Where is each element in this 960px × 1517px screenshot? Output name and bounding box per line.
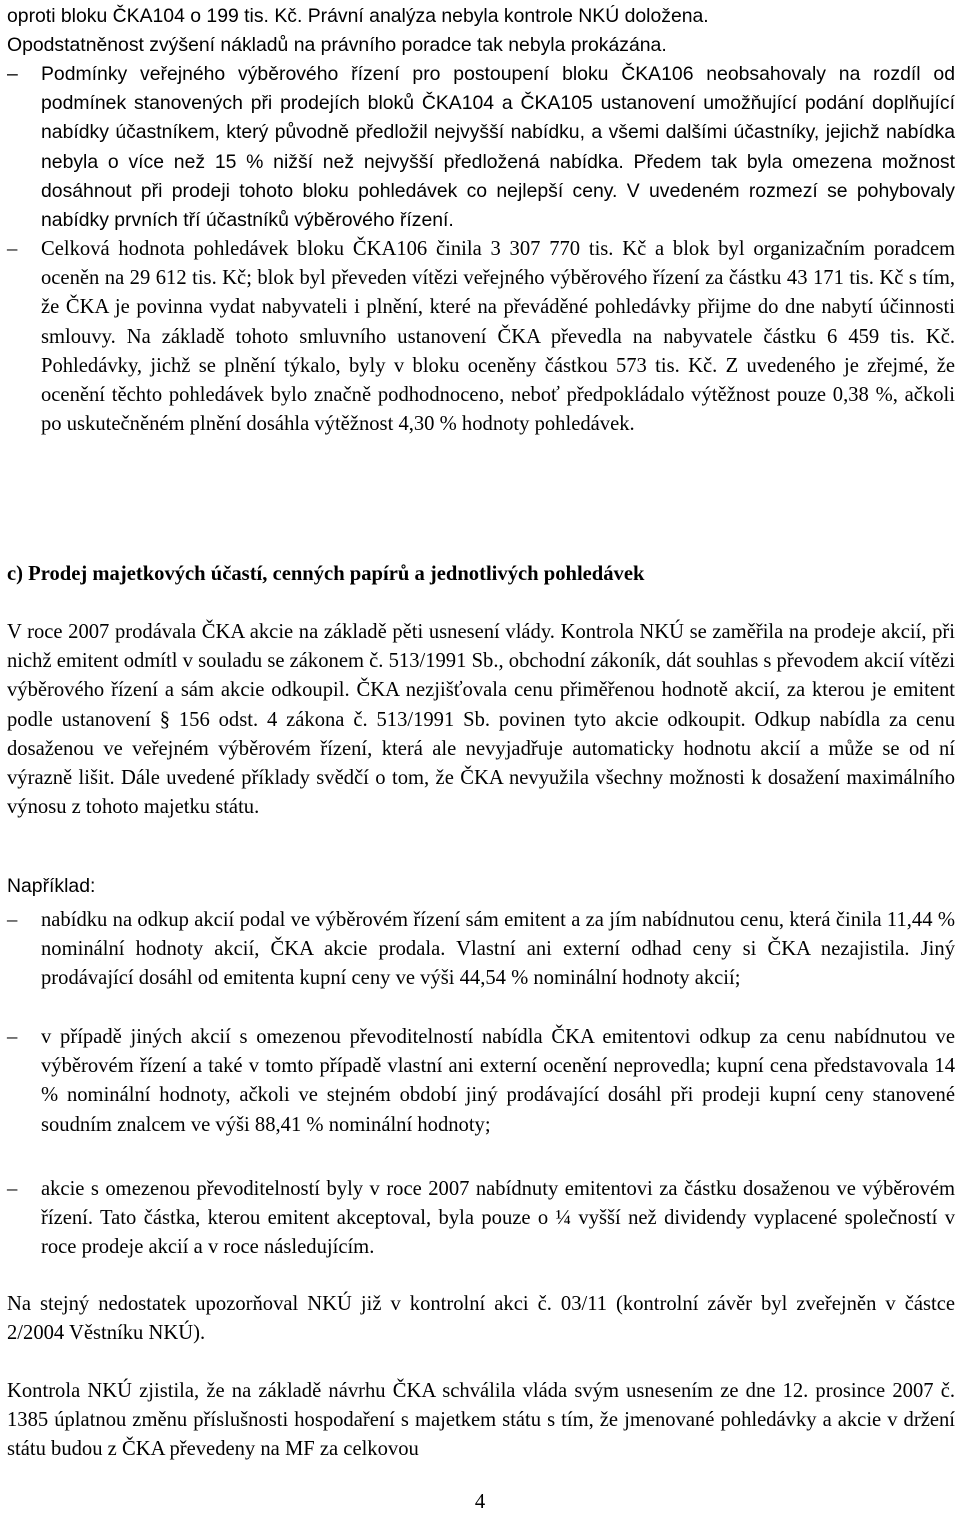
dash-bullet: – xyxy=(7,238,18,260)
section-paragraph: V roce 2007 prodávala ČKA akcie na základě pěti usnesení vlády. Kontrola NKÚ se zaměřila na prodeje akcií, při nichž emitent odmítl v souladu se zákonem č. 513/1991 Sb., obchodní zákoník, dát souhlas s převodem akcií vítězi výběrového řízení a sám akcie odkoupil. ČKA nezjišťovala cenu přiměřenou hodnotě akcií, za kterou je emitent podle ustanovení § 156 odst. 4 zákona č. 513/1991 Sb. povinen tyto akcie odkoupit. Odkup nabídla za cenu dosaženou ve veřejném výběrovém řízení, která ale nevyjadřuje automaticky hodnotu akcií a může se od ní výrazně lišit. Dále uvedené příklady svědčí o tom, že ČKA nevyužila všechny možnosti k dosažení maximálního výnosu z tohoto majetku státu. xyxy=(7,621,955,819)
closing-paragraph-2: Kontrola NKÚ zjistila, že na základě návrhu ČKA schválila vláda svým usnesením ze dne 12. prosince 2007 č. 1385 úplatnou změnu příslušnosti hospodaření s majetkem státu s tím, že jmenované pohledávky a akcie v držení státu budou z ČKA převedeny na MF za celkovou xyxy=(7,1380,955,1461)
list-item xyxy=(7,60,955,235)
list-item xyxy=(7,1023,955,1140)
dash-bullet: – xyxy=(7,1178,18,1200)
page-number: 4 xyxy=(474,1491,486,1513)
dash-bullet: – xyxy=(7,63,18,85)
list-item-text: Podmínky veřejného výběrového řízení pro postoupení bloku ČKA106 neobsahovaly na rozdíl od podmínek stanovených při prodejích bloků ČKA104 a ČKA105 ustanovení umožňující podání doplňující nabídky účastníkem, který původně předložil nejvyšší nabídku, a všemi dalšími účastníky, jejichž nabídka nebyla o více než 15 % nižší než nejvyšší předložená nabídka. Předem tak byla omezena možnost dosáhnout při prodeji tohoto bloku pohledávek co nejlepší ceny. V uvedeném rozmezí se pohybovaly nabídky prvních tří účastníků výběrového řízení. xyxy=(41,63,955,232)
closing-paragraph-1: Na stejný nedostatek upozorňoval NKÚ již v kontrolní akci č. 03/11 (kontrolní závěr byl zveřejněn v částce 2/2004 Věstníku NKÚ). xyxy=(7,1293,955,1345)
section-heading: c) Prodej majetkových účastí, cenných papírů a jednotlivých pohledávek xyxy=(7,563,645,585)
examples-label: Například: xyxy=(7,875,96,897)
top-paragraph-line-1: oproti bloku ČKA104 o 199 tis. Kč. Právní analýza nebyla kontrole NKÚ doložena. xyxy=(7,5,709,27)
list-item xyxy=(7,235,955,439)
list-item xyxy=(7,906,955,994)
list-item xyxy=(7,1175,955,1263)
list-item-text: akcie s omezenou převoditelností byly v roce 2007 nabídnuty emitentovi za částku dosaženou ve výběrovém řízení. Tato částka, kterou emitent akceptoval, byla pouze o ¼ vyšší než dividendy vyplacené společností v roce prodeje akcií a v roce následujícím. xyxy=(41,1178,955,1259)
list-item-text: v případě jiných akcií s omezenou převoditelností nabídla ČKA emitentovi odkup za cenu nabídnutou ve výběrovém řízení a také v tomto případě vlastní ani externí ocenění neprovedla; kupní cena představovala 14 % nominální hodnoty, ačkoli ve stejném období jiný prodávající dosáhl při prodeji kupní ceny stanovené soudním znalcem ve výši 88,41 % nominální hodnoty; xyxy=(41,1026,955,1136)
top-paragraph-line-2: Opodstatněnost zvýšení nákladů na právního poradce tak nebyla prokázána. xyxy=(7,34,667,56)
dash-bullet: – xyxy=(7,909,18,931)
list-item-text: Celková hodnota pohledávek bloku ČKA106 činila 3 307 770 tis. Kč a blok byl organizačním poradcem oceněn na 29 612 tis. Kč; blok byl převeden vítězi veřejného výběrového řízení za částku 43 171 tis. Kč s tím, že ČKA je povinna vydat nabyvateli i plnění, které na převáděné pohledávky přijme do dne nabytí účinnosti smlouvy. Na základě tohoto smluvního ustanovení ČKA převedla na nabyvatele částku 6 459 tis. Kč. Pohledávky, jichž se plnění týkalo, byly v bloku oceněny částkou 573 tis. Kč. Z uvedeného je zřejmé, že ocenění těchto pohledávek bylo značně podhodnoceno, neboť předpokládalo výtěžnost pouze 0,38 %, ačkoli po uskutečněném plnění dosáhla výtěžnost 4,30 % hodnoty pohledávek. xyxy=(41,238,955,436)
list-item-text: nabídku na odkup akcií podal ve výběrovém řízení sám emitent a za jím nabídnutou cenu, která činila 11,44 % nominální hodnoty akcií, ČKA akcie prodala. Vlastní ani externí odhad ceny si ČKA nezajistila. Jiný prodávající dosáhl od emitenta kupní ceny ve výši 44,54 % nominální hodnoty akcií; xyxy=(41,909,955,990)
dash-bullet: – xyxy=(7,1026,18,1048)
